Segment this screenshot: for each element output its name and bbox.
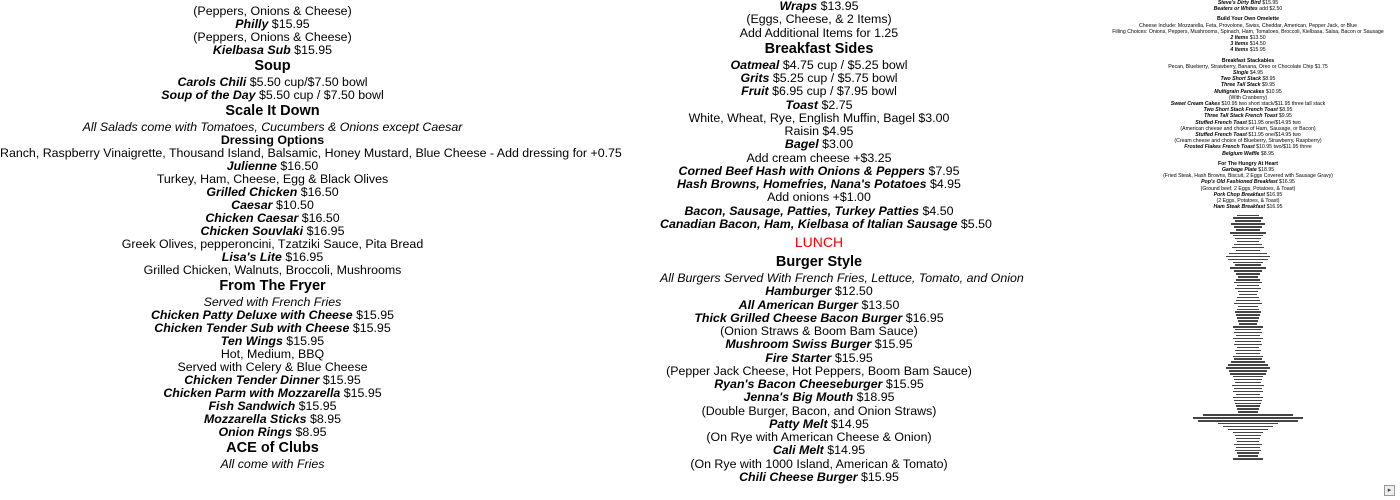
menu-item	[660, 112, 978, 125]
fine-print-line	[1238, 320, 1258, 321]
menu-item	[660, 152, 978, 165]
menu-item-detail: $7.95	[925, 163, 960, 178]
menu-item-name: 4 Items	[1230, 47, 1249, 54]
menu-item-detail: (With Cranberry)	[1228, 94, 1268, 101]
fine-print-line	[1236, 353, 1260, 354]
menu-item-name: Toast	[785, 97, 819, 112]
menu-item	[660, 299, 978, 312]
fine-print-line	[1236, 405, 1260, 406]
menu-item-detail: (Double Burger, Bacon, and Onion Straws)	[701, 403, 937, 418]
menu-item	[660, 125, 978, 138]
fine-print-line	[1233, 376, 1263, 377]
fine-print-line	[1235, 238, 1261, 239]
menu-item-name: Bagel	[784, 137, 819, 152]
menu-item-name: Pop's Old Fashioned Breakfast	[1201, 179, 1278, 186]
menu-item-detail: $5.50 cup/$7.50 bowl	[246, 75, 368, 89]
fine-print-line	[1239, 294, 1257, 295]
menu-item	[660, 365, 978, 378]
menu-item	[660, 13, 978, 26]
fine-print-line	[1203, 414, 1293, 415]
menu-item	[660, 72, 978, 85]
menu-item	[0, 426, 545, 439]
menu-item-detail: (Eggs, Cheese, & 2 Items)	[746, 12, 892, 27]
fine-print-line	[1237, 215, 1259, 216]
dressing-heading: Dressing Options	[220, 133, 325, 147]
menu-item-detail: $15.95	[349, 321, 391, 335]
menu-item-detail: add $2.50	[1257, 6, 1283, 13]
fine-print-line	[1237, 441, 1259, 442]
fine-print-line	[1238, 455, 1258, 456]
menu-item-detail: $13.50	[1248, 35, 1266, 42]
menu-item-detail: $11.95 one/$14.95 two	[1246, 132, 1301, 139]
menu-item	[1100, 204, 1396, 210]
fine-print-line	[1228, 429, 1268, 430]
section-heading-omelette: Build Your Own Omelette	[1216, 16, 1280, 23]
menu-item-detail: $15.95	[1260, 0, 1279, 6]
menu-item-detail: $5.25 cup / $5.75 bowl	[769, 71, 898, 85]
menu-item	[660, 338, 978, 351]
menu-item-name: Hash Browns, Homefries, Nana's Potatoes	[677, 177, 927, 191]
menu-item-name: Thick Grilled Cheese Bacon Burger	[694, 310, 903, 325]
fine-print-line	[1230, 373, 1266, 374]
menu-line-name: Philly	[235, 17, 269, 31]
menu-item-detail: $15.95	[295, 399, 337, 413]
menu-item-detail: (Fried Steak, Hash Browns, Biscuit, 2 Eggs Covered with Sausage Gravy)	[1163, 173, 1333, 180]
menu-item	[660, 205, 978, 218]
menu-item-name: Steve's Dirty Bird	[1217, 0, 1261, 6]
menu-item-name: Chicken Patty Deluxe with Cheese	[150, 308, 353, 322]
menu-item-detail: $18.95	[853, 390, 895, 405]
menu-item-detail: Greek Olives, pepperoncini, Tzatziki Sauce, Pita Bread	[121, 237, 424, 251]
fine-print-line	[1233, 391, 1263, 392]
menu-item-name: Caesar	[231, 198, 273, 212]
fine-print-line	[1237, 309, 1259, 310]
fine-print-line	[1237, 408, 1259, 409]
menu-line-detail: $15.95	[290, 43, 333, 57]
fine-print-line	[1218, 423, 1278, 424]
menu-item-detail: $8.95	[1259, 150, 1274, 157]
section-heading-breakfast-sides: Breakfast Sides	[764, 40, 874, 57]
menu-item-name: Fish Sandwich	[208, 399, 296, 413]
section-subtitle: All Salads come with Tomatoes, Cucumbers & Onions except Caesar	[82, 120, 463, 134]
section-subtitle: All Burgers Served With French Fries, Lettuce, Tomato, and Onion	[660, 271, 1024, 285]
menu-item-detail: $16.50	[276, 159, 319, 173]
lunch-label: LUNCH	[794, 234, 844, 250]
fine-print-line	[1231, 361, 1265, 362]
menu-item-detail: $16.95	[281, 250, 324, 264]
menu-item-detail: $9.95	[1260, 82, 1276, 89]
menu-item-detail: Turkey, Ham, Cheese, Egg & Black Olives	[156, 172, 389, 186]
fine-print-line	[1235, 264, 1261, 265]
menu-item-detail: Add onions +$1.00	[767, 190, 871, 205]
menu-item-name: Lisa's Lite	[221, 250, 282, 264]
menu-item-name: Ham Steak Breakfast	[1213, 204, 1266, 211]
section-heading-soup: Soup	[254, 58, 291, 74]
menu-item-name: Fire Starter	[765, 350, 832, 365]
menu-item-name: Belgium Waffle	[1222, 150, 1260, 157]
menu-item-detail: $16.50	[298, 211, 340, 225]
menu-item-name: Two Short Stack French Toast	[1203, 107, 1278, 114]
menu-item	[660, 0, 978, 13]
fine-print-line	[1233, 326, 1263, 327]
menu-item-detail: $15.95	[352, 308, 395, 322]
menu-item-name: Fruit	[741, 84, 769, 99]
menu-line: (Peppers, Onions & Cheese)	[193, 4, 352, 18]
fine-print-line	[1236, 335, 1260, 336]
fine-print-line	[1236, 314, 1260, 315]
fine-print-line	[1233, 458, 1263, 459]
menu-item-detail: $3.00	[818, 137, 854, 152]
fine-print-line	[1234, 332, 1262, 333]
menu-item	[660, 431, 978, 444]
menu-item-detail: (On Rye with 1000 Island, American & Tomato)	[690, 456, 948, 471]
menu-item-name: Soup of the Day	[161, 88, 256, 102]
menu-item-detail: Add Additional Items for 1.25	[739, 25, 899, 40]
menu-item-detail: $14.50	[1248, 41, 1266, 48]
menu-item-name: Chicken Souvlaki	[200, 224, 304, 238]
menu-item-detail: $14.95	[827, 416, 869, 431]
menu-line-detail: $15.95	[268, 17, 310, 31]
menu-item-name: Beaters or Whites	[1213, 6, 1258, 13]
menu-item-detail: (Cream cheese and choice of Blueberry, Strawberry, Raspberry)	[1174, 138, 1322, 145]
menu-item	[660, 391, 978, 404]
fine-print-line	[1233, 235, 1263, 236]
fine-print-line	[1229, 370, 1267, 371]
fine-print-line	[1198, 420, 1298, 421]
menu-item-detail: (Ground beef, 2 Eggs, Potatoes, & Toast)	[1200, 185, 1296, 192]
fine-print-line	[1238, 276, 1258, 277]
menu-item-detail: $13.95	[817, 0, 859, 13]
menu-item-name: Ten Wings	[220, 334, 283, 348]
menu-item-detail: (Onion Straws & Boom Bam Sauce)	[720, 324, 918, 338]
menu-item-name: Canadian Bacon, Ham, Kielbasa of Italian Sausage	[660, 216, 958, 231]
fine-print-line	[1234, 388, 1262, 389]
fine-print-line	[1229, 253, 1267, 254]
menu-item-detail: $15.95	[1248, 47, 1266, 54]
section-heading-hungry: For The Hungry At Heart	[1217, 160, 1279, 167]
fine-print-line	[1231, 223, 1265, 224]
menu-item-name: Hamburger	[765, 284, 832, 299]
menu-item-detail: $4.95	[1248, 70, 1263, 77]
dressing-options: Ranch, Raspberry Vinaigrette, Thousand Island, Balsamic, Honey Mustard, Blue Cheese - Add dressing for +0.75	[0, 146, 622, 160]
section-heading-burgers: Burger Style	[775, 254, 863, 270]
fine-print-line	[1238, 291, 1258, 292]
section-heading-clubs: ACE of Clubs	[226, 440, 319, 456]
menu-column-left	[0, 0, 622, 471]
menu-item	[660, 285, 978, 298]
fine-print-line	[1235, 329, 1261, 330]
menu-item-detail: $2.75	[818, 97, 853, 112]
menu-item-detail: $15.95	[871, 337, 913, 352]
menu-item-name: All American Burger	[738, 297, 858, 312]
fine-print-line	[1236, 447, 1260, 448]
fine-print-line	[1237, 241, 1259, 242]
fine-print-line	[1226, 256, 1270, 257]
menu-item-detail: $4.95	[926, 177, 961, 191]
menu-item-name: Mushroom Swiss Burger	[725, 337, 872, 352]
fine-print-line	[1193, 417, 1303, 418]
menu-item-name: Mozzarella Sticks	[203, 412, 307, 426]
fine-print-line	[1236, 394, 1260, 395]
menu-item-detail: (American cheese and choice of Ham, Sausage, or Bacon)	[1180, 125, 1316, 132]
scroll-down-icon[interactable]: ▸	[1384, 485, 1395, 496]
menu-item-name: Single	[1232, 70, 1249, 77]
section-heading-fryer: From The Fryer	[219, 278, 326, 294]
fine-print-line	[1235, 382, 1261, 383]
menu-item-name: 2 Items	[1230, 35, 1249, 42]
section-subtitle: Served with French Fries	[203, 295, 342, 309]
fine-print-line	[1237, 285, 1259, 286]
fine-print-line	[1228, 259, 1268, 260]
menu-item-name: Chicken Caesar	[205, 211, 299, 225]
menu-item-detail: $4.75 cup / $5.25 bowl	[779, 57, 908, 72]
fine-print-line	[1234, 344, 1262, 345]
fine-print-line	[1236, 229, 1260, 230]
menu-item-detail: $18.95	[1256, 167, 1275, 174]
menu-item-detail: $16.95	[303, 224, 345, 238]
menu-item-detail: Raisin $4.95	[784, 124, 854, 138]
menu-item	[660, 27, 978, 40]
menu-item-name: Bacon, Sausage, Patties, Turkey Patties	[684, 203, 920, 218]
menu-item-detail: (2 Eggs, Potatoes, & Toast)	[1216, 198, 1280, 205]
menu-item-detail: $4.50	[919, 203, 954, 218]
fine-print-line	[1233, 397, 1263, 398]
fine-print-line	[1232, 385, 1264, 386]
menu-item-detail: $15.95	[882, 377, 924, 391]
menu-item-name: Garbage Plate	[1221, 167, 1257, 174]
menu-item	[660, 378, 978, 391]
fine-print-line	[1234, 400, 1262, 401]
menu-item-detail: $5.50 cup / $7.50 bowl	[255, 88, 384, 102]
fine-print-lines	[1100, 215, 1396, 460]
menu-item-detail: $8.95	[1277, 107, 1293, 114]
fine-print-line	[1235, 311, 1261, 312]
menu-item-name: Three Tall Stack	[1220, 82, 1261, 89]
menu-item-detail: Hot, Medium, BBQ	[220, 347, 325, 361]
fine-print-line	[1233, 356, 1263, 357]
fine-print-line	[1234, 358, 1262, 359]
menu-item-detail: Add cream cheese +$3.25	[746, 150, 892, 165]
menu-item-detail: Grilled Chicken, Walnuts, Broccoli, Mushrooms	[143, 263, 402, 277]
menu-item-name: Julienne	[226, 159, 277, 173]
menu-item	[660, 191, 978, 204]
fine-print-line	[1233, 432, 1263, 433]
menu-item	[660, 165, 978, 178]
section-heading-stackables: Breakfast Stackables	[1221, 57, 1275, 64]
menu-item-name: Sweet Cream Cakes	[1170, 101, 1221, 108]
menu-item-detail: $5.50	[957, 216, 992, 231]
menu-item	[660, 59, 978, 72]
fine-print-line	[1233, 338, 1263, 339]
fine-print-line	[1234, 244, 1262, 245]
menu-item-detail: (On Rye with American Cheese & Onion)	[706, 430, 932, 444]
menu-item-name: Stuffed French Toast	[1195, 119, 1247, 126]
fine-print-line	[1239, 323, 1257, 324]
menu-item-name: Oatmeal	[730, 57, 780, 72]
menu-item	[660, 85, 978, 98]
menu-item-name: Grilled Chicken	[206, 185, 298, 199]
menu-item-detail: $11.95 one/$14.95 two	[1246, 119, 1301, 126]
fine-print-line	[1228, 364, 1268, 365]
menu-item	[0, 264, 545, 277]
menu-item-name: Chili Cheese Burger	[739, 469, 858, 484]
fine-print-line	[1233, 262, 1263, 263]
right-column-fine-print	[1100, 215, 1396, 460]
menu-item-detail: $15.95	[831, 350, 873, 365]
fine-print-line	[1236, 279, 1260, 280]
fine-print-line	[1235, 450, 1261, 451]
fine-print-line	[1234, 303, 1262, 304]
fine-print-line	[1230, 232, 1266, 233]
menu-line-name: Kielbasa Sub	[212, 43, 291, 57]
menu-item-detail: $15.95	[340, 386, 382, 400]
menu-column-center	[660, 0, 1024, 484]
fine-print-line	[1234, 379, 1262, 380]
menu-item-detail: $16.50	[297, 185, 339, 199]
fine-print-line	[1237, 452, 1259, 453]
fine-print-line	[1236, 250, 1260, 251]
omelette-cheese: Cheese Include: Mozzarella, Feta, Provolone, Swiss, Cheddar, American, Pepper Jack, or Blue	[1139, 22, 1357, 29]
menu-item-name: Chicken Tender Sub with Cheese	[154, 321, 350, 335]
menu-item-detail: Served with Celery & Blue Cheese	[177, 360, 368, 374]
menu-item-detail: White, Wheat, Rye, English Muffin, Bagel $3.00	[688, 110, 950, 125]
menu-item-detail: $15.95	[282, 334, 325, 348]
menu-item	[0, 89, 545, 102]
menu-item-detail: $15.95	[319, 373, 361, 387]
fine-print-line	[1235, 435, 1261, 436]
menu-item-detail: $10.95 two short stack/$11.95 three tall stack	[1220, 101, 1326, 108]
menu-line	[0, 44, 545, 57]
fine-print-line	[1236, 438, 1260, 439]
menu-item-name: Chicken Tender Dinner	[184, 373, 320, 387]
fine-print-line	[1237, 317, 1259, 318]
menu-item	[660, 138, 978, 151]
menu-item-name: Grits	[740, 71, 770, 85]
menu-item-detail: $13.50	[858, 297, 900, 312]
menu-item-detail: $16.95	[902, 310, 944, 325]
menu-item-detail: $9.95	[1277, 113, 1292, 120]
menu-item	[660, 216, 992, 231]
menu-item-detail: $8.95	[292, 425, 327, 439]
menu-item-detail: $16.95	[1265, 204, 1283, 211]
menu-item-name: Patty Melt	[769, 416, 828, 431]
fine-print-line	[1234, 270, 1262, 271]
fine-print-line	[1237, 347, 1259, 348]
menu-item-detail: $15.95	[857, 469, 899, 484]
fine-print-line	[1223, 426, 1273, 427]
menu-item-name: Three Tall Stack French Toast	[1204, 113, 1278, 120]
fine-print-line	[1235, 403, 1261, 404]
fine-print-line	[1238, 411, 1258, 412]
right-column-text	[1100, 0, 1396, 211]
fine-print-line	[1235, 350, 1261, 351]
menu-item-name: Ryan's Bacon Cheeseburger	[714, 377, 883, 391]
menu-item-detail: $8.95	[306, 412, 342, 426]
fine-print-line	[1235, 220, 1261, 221]
menu-item-detail: $16.95	[1277, 179, 1295, 186]
fine-print-line	[1234, 444, 1262, 445]
menu-item-detail: (Pepper Jack Cheese, Hot Peppers, Boom Bam Sauce)	[666, 363, 972, 378]
menu-item	[660, 312, 978, 325]
menu-item-detail: $10.50	[272, 198, 314, 212]
menu-item-name: Chicken Parm with Mozzarella	[163, 386, 341, 400]
menu-item-detail: $10.95	[1264, 88, 1282, 95]
menu-item-detail: $8.95	[1261, 76, 1276, 83]
stackables-note: Pecan, Blueberry, Strawberry, Banana, Oreo or Chocolate Chip $1.75	[1168, 63, 1328, 70]
menu-item	[660, 99, 978, 112]
fine-print-line	[1236, 300, 1260, 301]
menu-item-name: Cali Melt	[772, 443, 824, 458]
menu-item-detail: $14.95	[823, 443, 866, 458]
fine-print-line	[1232, 247, 1264, 248]
menu-item	[660, 471, 978, 484]
menu-line: (Peppers, Onions & Cheese)	[193, 30, 352, 44]
fine-print-line	[1236, 273, 1260, 274]
menu-item	[660, 458, 978, 471]
menu-item-name: Stuffed French Toast	[1195, 132, 1247, 139]
menu-item	[660, 444, 978, 457]
fine-print-line	[1237, 297, 1259, 298]
menu-item-name: Multigrain Pancakes	[1214, 88, 1265, 95]
section-subtitle: All come with Fries	[220, 457, 325, 471]
menu-item-name: Jenna's Big Mouth	[743, 390, 854, 405]
omelette-filling: Filling Choices: Onions, Peppers, Mushrooms, Spinach, Ham, Tomatoes, Broccoli, Kielbasa, Salsa, Bacon or Sausage	[1112, 28, 1384, 35]
fine-print-line	[1234, 226, 1262, 227]
fine-print-line	[1235, 341, 1261, 342]
fine-print-line	[1234, 282, 1262, 283]
menu-item	[660, 178, 978, 191]
menu-item-name: 3 Items	[1230, 41, 1249, 48]
fine-print-line	[1226, 367, 1270, 368]
menu-item-name: Two Short Stack	[1220, 76, 1261, 83]
fine-print-line	[1235, 288, 1261, 289]
menu-item-detail: $10.95 two/$11.95 three	[1254, 144, 1312, 151]
menu-item	[660, 352, 978, 365]
menu-item-name: Carols Chili	[177, 75, 247, 89]
menu-item-detail: $6.95 cup / $7.95 bowl	[768, 84, 897, 99]
section-heading-salads: Scale It Down	[225, 103, 320, 119]
menu-item-detail: $16.95	[1265, 191, 1283, 198]
fine-print-line	[1238, 306, 1258, 307]
fine-print-line	[1230, 267, 1266, 268]
fine-print-line	[1233, 217, 1263, 218]
menu-item-name: Frosted Flakes French Toast	[1184, 144, 1255, 151]
menu-item-detail: $12.50	[831, 284, 873, 299]
menu-item-name: Pork Chop Breakfast	[1213, 191, 1265, 198]
menu-item-name: Corned Beef Hash with Onions & Peppers	[678, 163, 926, 178]
menu-column-right	[1100, 0, 1396, 461]
menu-item	[660, 418, 978, 431]
menu-item-name: Wraps	[779, 0, 818, 13]
menu-item-name: Onion Rings	[218, 425, 293, 439]
menu-item	[660, 325, 978, 338]
menu-item	[660, 405, 978, 418]
